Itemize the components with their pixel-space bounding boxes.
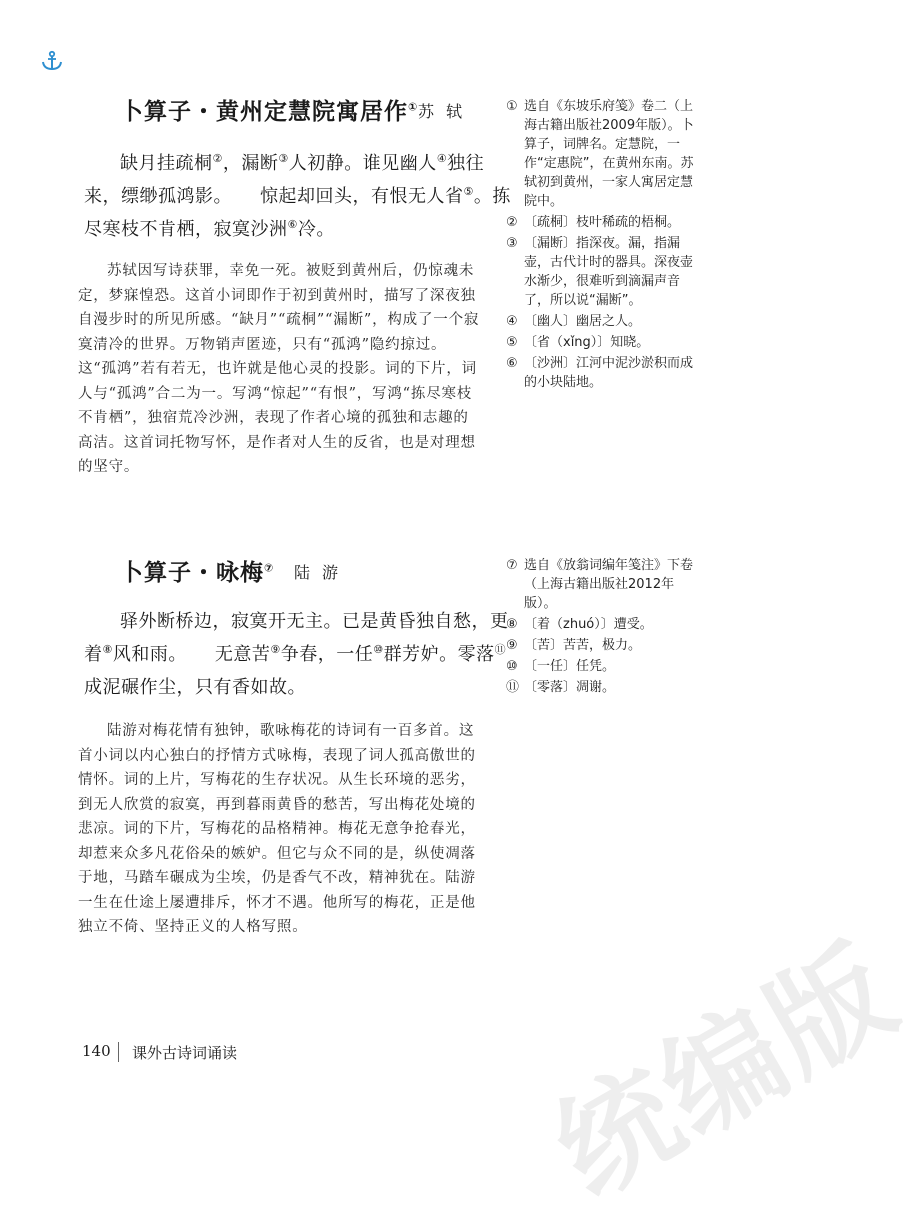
note-11: ⑪ 〔零落〕凋谢。 bbox=[506, 680, 616, 695]
poem1-text bbox=[84, 147, 511, 246]
note-8: ⑧ 〔着（zhuó）〕遭受。 bbox=[506, 617, 653, 632]
poem1-title: 卜算子・黄州定慧院寓居作① bbox=[120, 99, 419, 125]
note-3: ③ 〔漏断〕指深夜。漏，指漏壶，古代计时的器具。深夜壶水渐少，很难听到滴漏声音了，所以说“漏断”。 bbox=[506, 236, 694, 308]
note-5: ⑤ 〔省（xǐng）〕知晓。 bbox=[506, 335, 650, 350]
note-9: ⑨ 〔苦〕苦苦，极力。 bbox=[506, 638, 642, 653]
note-2: ② 〔疏桐〕枝叶稀疏的梧桐。 bbox=[506, 215, 681, 230]
note-10: ⑩ 〔一任〕任凭。 bbox=[506, 659, 616, 674]
page-number: 140 bbox=[82, 1042, 111, 1060]
anchor-icon bbox=[40, 50, 64, 72]
note-7: ⑦ 选自《放翁词编年笺注》下卷（上海古籍出版社2012年版）。 bbox=[506, 558, 694, 611]
note-6: ⑥ 〔沙洲〕江河中泥沙淤积而成的小块陆地。 bbox=[506, 356, 694, 390]
poem2-line-1: 驿外断桥边，寂寞开无主。已是黄昏独自愁，更 bbox=[120, 611, 509, 632]
poem1-notes bbox=[506, 97, 702, 394]
poem1-commentary bbox=[78, 259, 482, 480]
poem1-line-2: 来，缥缈孤鸿影。 惊起却回头，有恨无人省⑤。拣 bbox=[84, 185, 511, 207]
poem2-title-note: ⑦ bbox=[264, 561, 275, 575]
poem1-commentary-text: 苏轼因写诗获罪，幸免一死。被贬到黄州后，仍惊魂未定，梦寐惶恐。这首小词即作于初到黄州时，描写了深夜独自漫步时的所见所感。“缺月”“疏桐”“漏断”，构成了一个寂寞清冷的世界。万物销声匿迹，只有“孤鸿”隐约掠过。这“孤鸿”若有若无，也许就是他心灵的投影。词的下片，词人与“孤鸿”合二为一。写鸿“惊起”“有恨”，写鸿“拣尽寒枝不肯栖”，独宿荒冷沙洲，表现了作者心境的孤独和志趣的高洁。这首词托物写怀，是作者对人生的反省，也是对理想的坚守。 bbox=[78, 263, 480, 475]
poem2-line-3: 成泥碾作尘，只有香如故。 bbox=[84, 677, 306, 698]
poem2-text bbox=[84, 605, 509, 704]
watermark: 统编版 bbox=[533, 919, 919, 1223]
book-title: 课外古诗词诵读 bbox=[132, 1044, 238, 1062]
note-4: ④ 〔幽人〕幽居之人。 bbox=[506, 314, 642, 329]
poem2-commentary bbox=[78, 719, 482, 940]
note-1: ① 选自《东坡乐府笺》卷二（上海古籍出版社2009年版）。卜算子，词牌名。定慧院，一作“定惠院”，在黄州东南。苏轼初到黄州，一家人寓居定慧院中。 bbox=[506, 99, 694, 209]
poem2-title: 卜算子・咏梅⑦ bbox=[120, 560, 275, 586]
poem2-commentary-text: 陆游对梅花情有独钟，歌咏梅花的诗词有一百多首。这首小词以内心独白的抒情方式咏梅，表现了词人孤高傲世的情怀。词的上片，写梅花的生存状况。从生长环境的恶劣，到无人欣赏的寂寞，再到暮雨黄昏的愁苦，写出梅花处境的悲凉。词的下片，写梅花的品格精神。梅花无意争抢春光，却惹来众多凡花俗朵的嫉妒。但它与众不同的是，纵使凋落于地，马踏车碾成为尘埃，仍是香气不改，精神犹在。陆游一生在仕途上屡遭排斥，怀才不遇。他所写的梅花，正是他独立不倚、坚持正义的人格写照。 bbox=[78, 723, 476, 935]
poem2-notes bbox=[506, 556, 702, 699]
footer-divider bbox=[118, 1042, 119, 1062]
poem1-title-note: ① bbox=[408, 100, 419, 114]
poem2-author: 陆游 bbox=[294, 563, 351, 582]
poem2-line-2: 着⑧风和雨。 无意苦⑨争春，一任⑩群芳妒。零落⑪ bbox=[84, 643, 507, 665]
poem1-line-3: 尽寒枝不肯栖，寂寞沙洲⑥冷。 bbox=[84, 218, 335, 240]
poem1-author: 苏轼 bbox=[418, 102, 475, 121]
poem1-line-1: 缺月挂疏桐②，漏断③人初静。谁见幽人④独往 bbox=[120, 152, 485, 174]
